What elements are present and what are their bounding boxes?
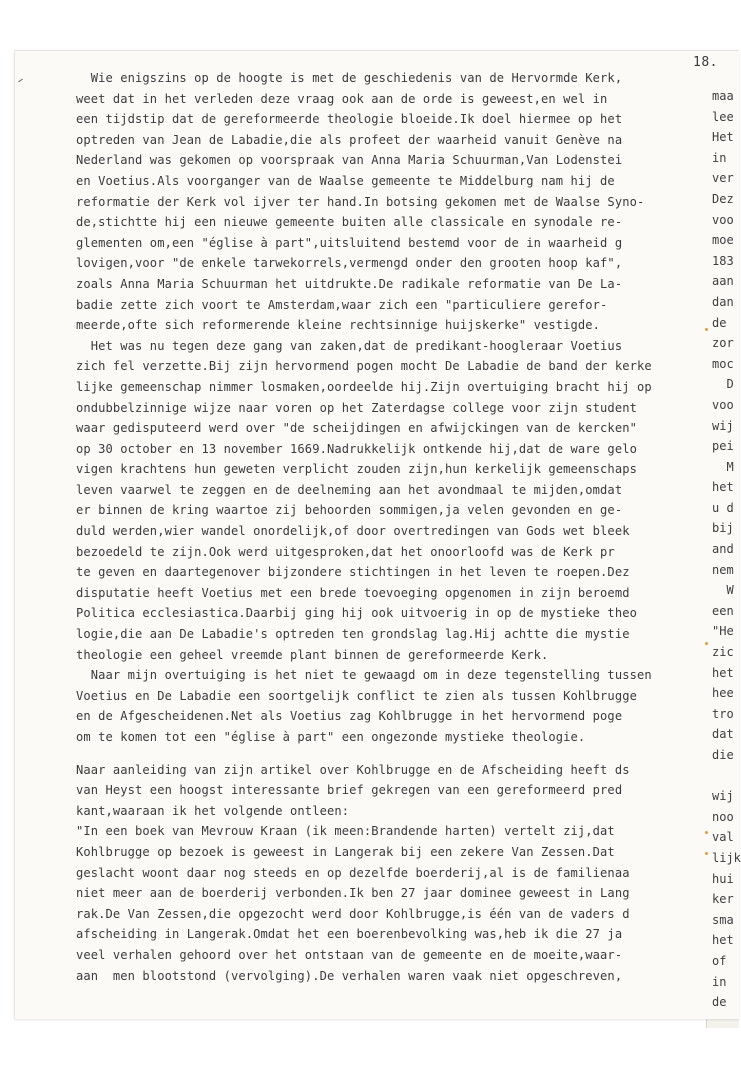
side-text-line: maa: [712, 89, 734, 103]
text-line: vigen krachtens hun geweten verplicht zouden zijn,hun kerkelijk gemeenschaps: [76, 462, 637, 477]
side-text-line: een: [712, 603, 734, 618]
text-line: de,stichtte hij een nieuwe gemeente buiten alle classicale en synodale re-: [76, 215, 623, 230]
text-line: meerde,ofte sich reformerende kleine rechtsinnige huijskerke" vestigde.: [76, 318, 601, 333]
text-line: er binnen de kring waartoe zij behoorden sommigen,ja velen gevonden en ge-: [76, 503, 623, 518]
text-line: optreden van Jean de Labadie,die als profeet der waarheid vanuit Genève na: [76, 132, 623, 147]
side-text-line: hee: [712, 686, 734, 701]
side-text-line: lee: [712, 109, 734, 124]
side-text-line: and: [712, 542, 734, 557]
text-line: Naar mijn overtuiging is het niet te gewaagd om in deze tegenstelling tussen: [76, 668, 652, 683]
text-line: Kohlbrugge op bezoek is geweest in Langerak bij een zekere Van Zessen.Dat: [76, 844, 615, 859]
side-text-line: voo: [712, 397, 734, 412]
side-text-line: Dez: [712, 191, 734, 206]
side-text-line: wij: [712, 789, 734, 804]
side-text-line: ver: [712, 171, 734, 186]
paragraph-4: [76, 760, 706, 987]
page-number: 18.: [693, 55, 718, 70]
side-text-line: de: [712, 995, 727, 1010]
text-line: geslacht woont daar nog steeds en op dezelfde boerderij,al is de familienaa: [76, 865, 630, 880]
text-line: rak.De Van Zessen,die opgezocht werd door Kohlbrugge,is één van de vaders d: [76, 906, 630, 921]
side-text-line: voo: [712, 212, 734, 227]
text-line: bezoedeld te zijn.Ook werd uitgesproken,dat het onoorloofd was de Kerk pr: [76, 544, 615, 559]
text-line: kant,waaraan ik het volgende ontleen:: [76, 803, 350, 818]
side-text-line: noo: [712, 809, 734, 824]
side-text-line: sma: [712, 912, 734, 927]
underlying-page-text: [712, 86, 741, 1013]
margin-mark: [705, 831, 708, 834]
margin-mark: [705, 852, 708, 855]
text-line: theologie een geheel vreemde plant binnen de gereformeerde Kerk.: [76, 647, 549, 662]
paragraph-2: [76, 336, 706, 666]
side-text-line: die: [712, 748, 734, 762]
text-line: niet meer aan de boerderij verbonden.Ik ben 27 jaar dominee geweest in Lang: [76, 886, 630, 901]
text-line: en de Afgescheidenen.Net als Voetius zag Kohlbrugge in het hervormend poge: [76, 709, 623, 724]
side-text-line: in: [712, 974, 727, 989]
paragraph-1: [76, 68, 706, 336]
side-text-line: of: [712, 953, 727, 968]
page-body: [76, 68, 706, 1018]
text-line: glementen om,een "église à part",uitsluitend bestemd voor de in waarheid g: [76, 235, 623, 250]
margin-mark: [705, 328, 708, 331]
side-text-line: bij: [712, 521, 734, 536]
text-line: veel verhalen gehoord over het ontstaan van de gemeente en de moeite,waar-: [76, 947, 623, 962]
text-line: logie,die aan De Labadie's optreden ten grondslag lag.Hij achtte die mystie: [76, 627, 630, 642]
side-text-line: hui: [712, 871, 734, 886]
text-line: lovigen,voor "de enkele tarwekorrels,vermengd onder den grooten hoop kaf",: [76, 256, 623, 271]
side-text-line: in: [712, 150, 727, 165]
text-line: duld werden,wier wandel onordelijk,of door overtredingen van Gods wet bleek: [76, 524, 630, 539]
side-text-line: M: [712, 459, 734, 474]
paragraph-3: [76, 665, 706, 747]
text-line: Nederland was gekomen op voorspraak van Anna Maria Schuurman,Van Lodenstei: [76, 153, 623, 168]
side-text-line: dat: [712, 727, 734, 742]
text-line: om te komen tot een "église à part" een ongezonde mystieke theologie.: [76, 730, 586, 744]
side-text-line: het: [712, 480, 734, 495]
text-line: ondubbelzinnige wijze naar voren op het Zaterdagse college voor zijn student: [76, 400, 637, 415]
side-text-line: D: [712, 377, 734, 392]
side-text-line: de: [712, 315, 727, 330]
side-text-line: dan: [712, 294, 734, 309]
paragraph-gap: [76, 748, 706, 760]
side-text-line: het: [712, 933, 734, 948]
side-text-line: moe: [712, 233, 734, 248]
text-line: op 30 october en 13 november 1669.Nadrukkelijk ontkende hij,dat de ware gelo: [76, 441, 637, 456]
text-line: zich fel verzette.Bij zijn hervormend pogen mocht De Labadie de band der kerke: [76, 359, 652, 374]
text-line: Naar aanleiding van zijn artikel over Kohlbrugge en de Afscheiding heeft ds: [76, 762, 630, 777]
text-line: waar gedisputeerd werd over "de scheijdingen en afwijckingen van de kercken": [76, 421, 637, 436]
text-line: weet dat in het verleden deze vraag ook aan de orde is geweest,en wel in: [76, 91, 608, 106]
text-line: te geven en daartegenover bijzondere stichtingen in het leven te roepen.Dez: [76, 565, 630, 580]
side-text-line: W: [712, 583, 734, 598]
side-text-line: ker: [712, 892, 734, 907]
side-text-line: [712, 766, 738, 787]
side-text-line: "He: [712, 624, 734, 639]
text-line: van Heyst een hoogst interessante brief gekregen van een gereformeerd pred: [76, 783, 623, 798]
text-line: disputatie heeft Voetius met een brede toevoeging opgenomen in zijn beroemd: [76, 585, 630, 600]
side-text-line: wij: [712, 418, 734, 433]
side-text-line: val: [712, 830, 734, 845]
side-text-line: aan: [712, 274, 734, 289]
text-line: aan men blootstond (vervolging).De verhalen waren vaak niet opgeschreven,: [76, 968, 623, 983]
side-text-line: u d: [712, 500, 734, 515]
text-line: Politica ecclesiastica.Daarbij ging hij ook uitvoerig in op de mystieke theo: [76, 606, 637, 621]
text-line: Voetius en De Labadie een soortgelijk conflict te zien als tussen Kohlbrugge: [76, 688, 637, 703]
text-line: badie zette zich voort te Amsterdam,waar zich een "particuliere gerefor-: [76, 297, 608, 312]
text-line: leven vaarwel te zeggen en de deelneming aan het avondmaal te mijden,omdat: [76, 482, 623, 497]
margin-mark: [705, 642, 708, 645]
text-line: een tijdstip dat de gereformeerde theologie bloeide.Ik doel hiermee op het: [76, 112, 623, 127]
side-text-line: moc: [712, 356, 734, 371]
text-line: zoals Anna Maria Schuurman het uitdrukte.De radikale reformatie van De La-: [76, 276, 623, 291]
text-line: lijke gemeenschap nimmer losmaken,oordeelde hij.Zijn overtuiging bracht hij op: [76, 379, 652, 394]
side-text-line: nem: [712, 562, 734, 577]
side-text-line: het: [712, 665, 734, 680]
side-text-line: 183: [712, 253, 734, 268]
side-text-line: pei: [712, 439, 734, 454]
side-text-line: Het: [712, 130, 734, 145]
side-text-line: zic: [712, 645, 734, 660]
text-line: afscheiding in Langerak.Omdat het een boerenbevolking was,heb ik die 27 ja: [76, 927, 623, 942]
side-text-line: tro: [712, 706, 734, 721]
text-line: Wie enigszins op de hoogte is met de geschiedenis van de Hervormde Kerk,: [76, 71, 623, 85]
text-line: Het was nu tegen deze gang van zaken,dat de predikant-hoogleraar Voetius: [76, 338, 623, 353]
side-text-line: zor: [712, 336, 734, 351]
text-line: reformatie der Kerk vol ijver ter hand.In botsing gekomen met de Waalse Syno-: [76, 194, 645, 209]
text-line: "In een boek van Mevrouw Kraan (ik meen:Brandende harten) vertelt zij,dat: [76, 824, 615, 839]
side-text-line: lijk: [712, 850, 741, 865]
text-line: en Voetius.Als voorganger van de Waalse gemeente te Middelburg nam hij de: [76, 173, 615, 188]
